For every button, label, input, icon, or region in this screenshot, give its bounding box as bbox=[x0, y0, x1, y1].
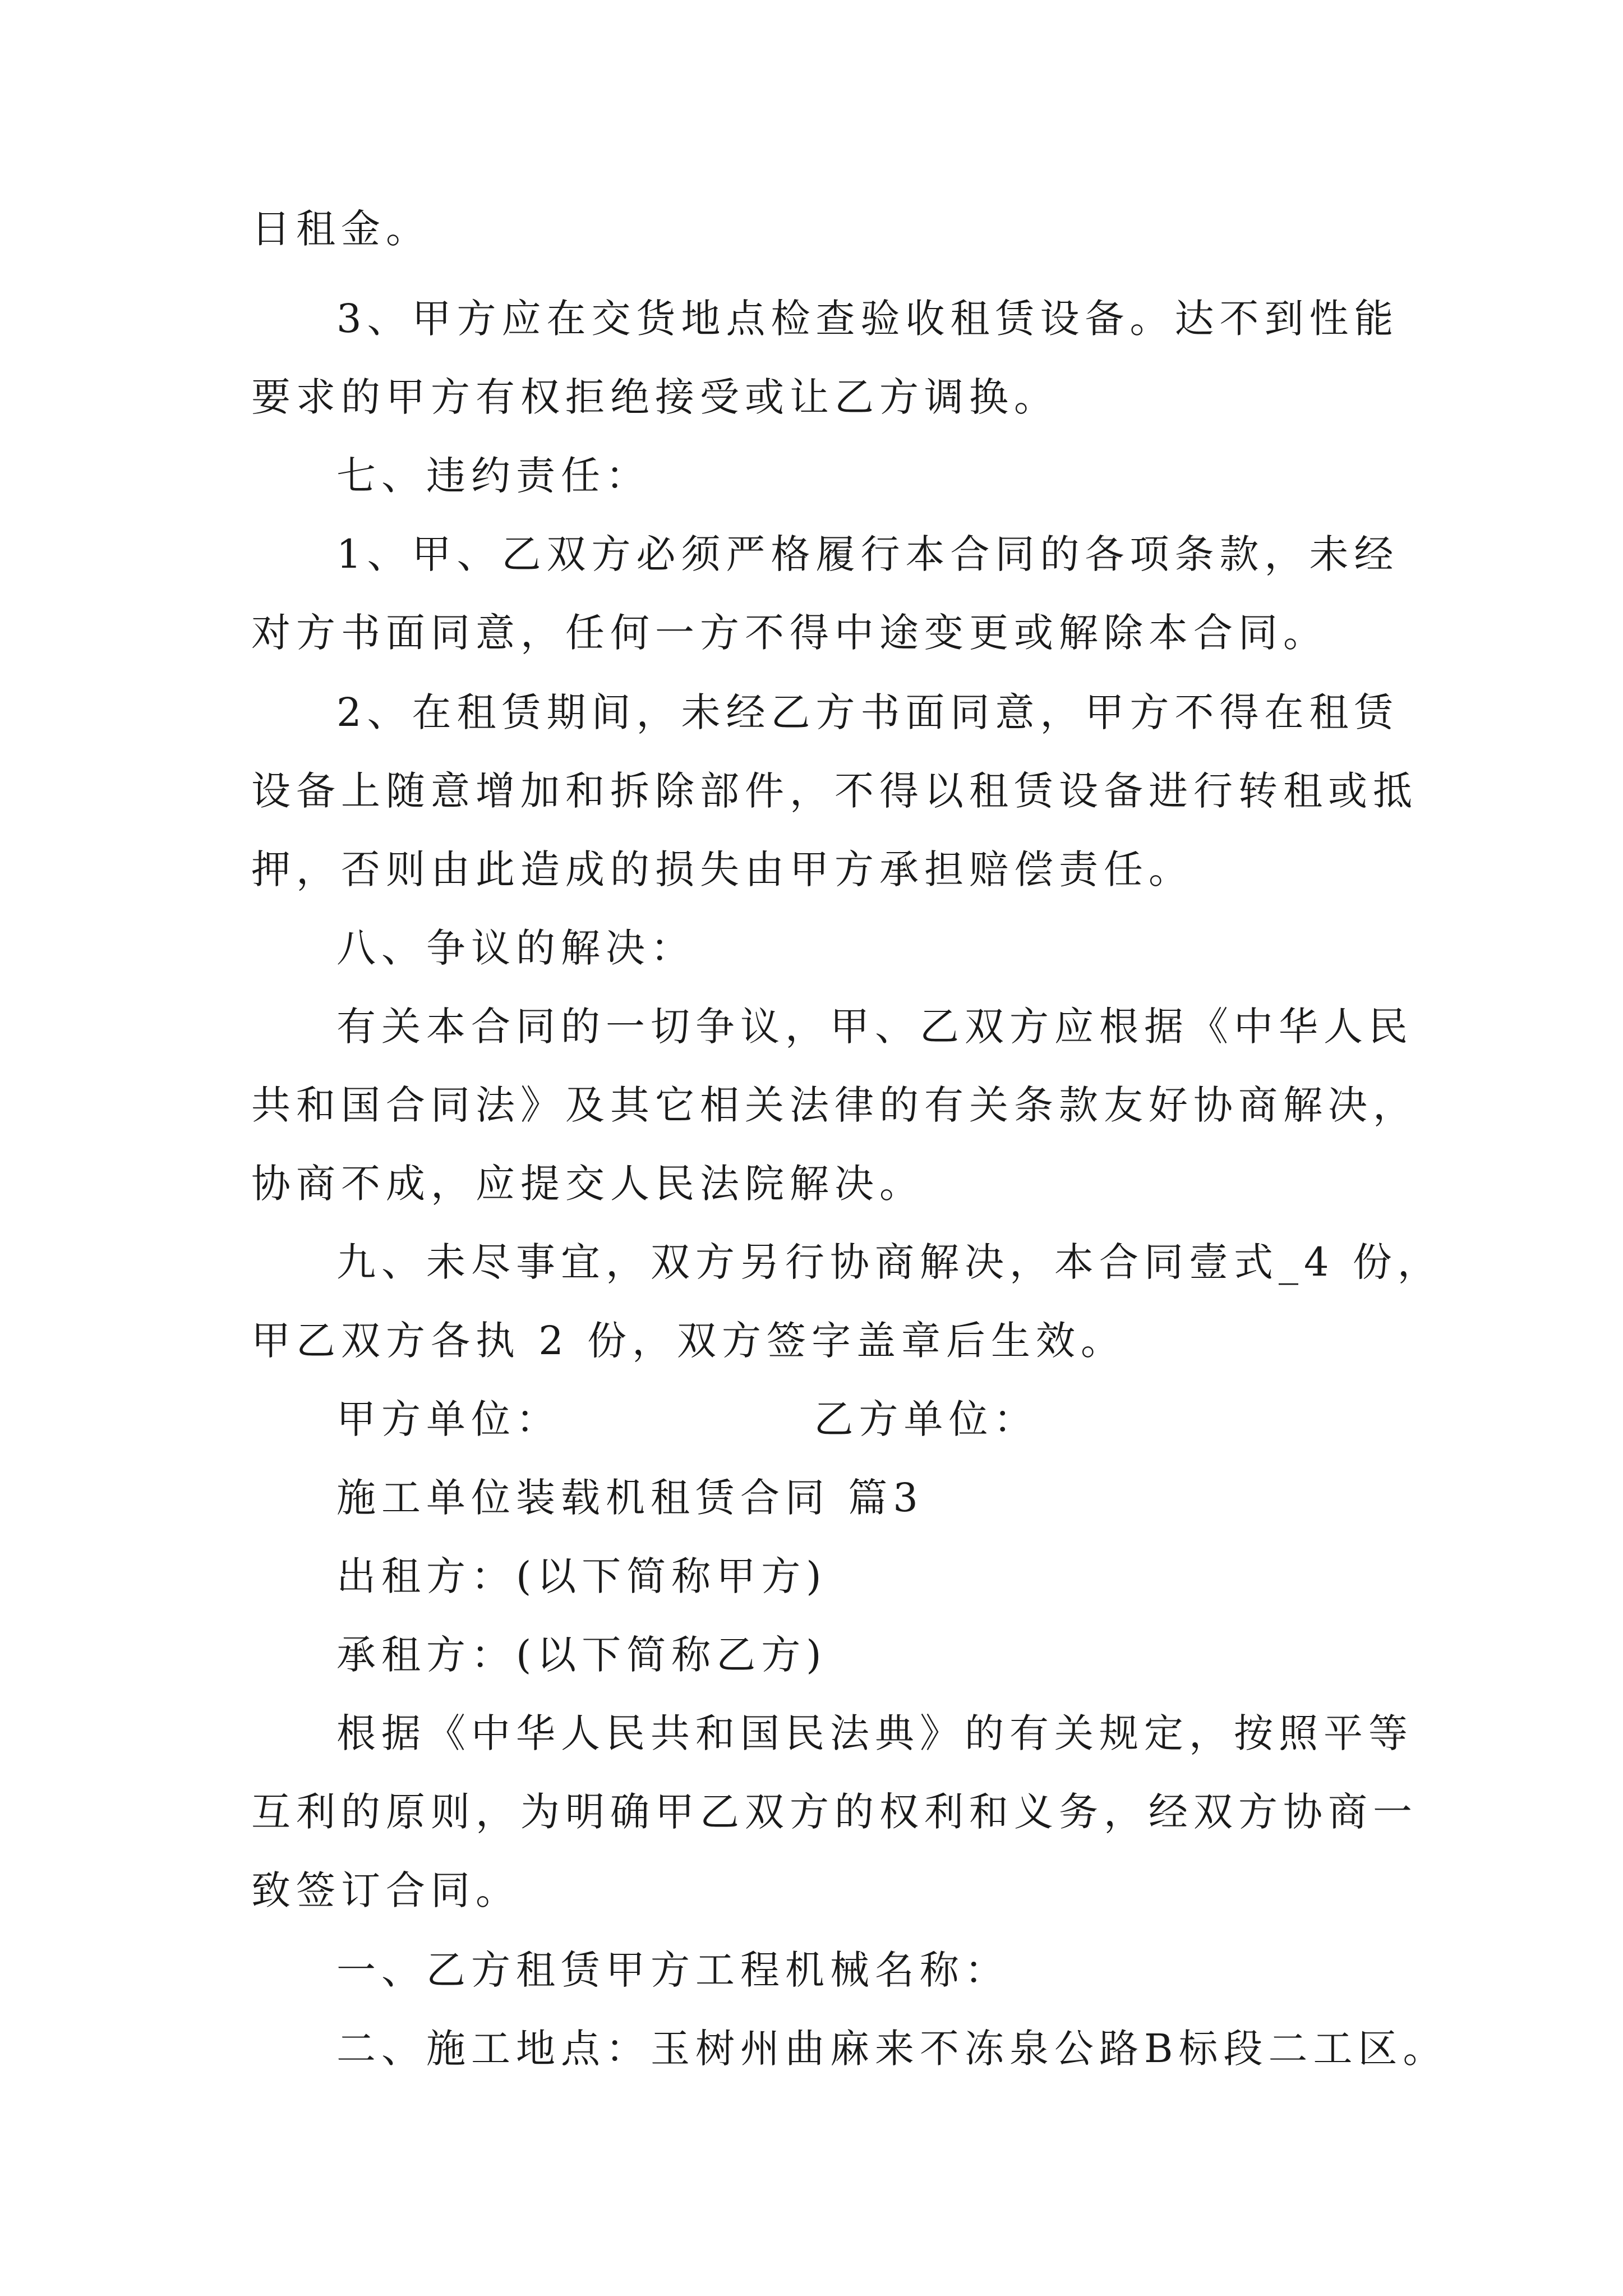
signature-line: 甲方单位： 乙方单位： bbox=[336, 1396, 1039, 1442]
text-line: 设备上随意增加和拆除部件，不得以租赁设备进行转租或抵 bbox=[251, 768, 1418, 814]
text-line: 承租方：(以下简称乙方) bbox=[336, 1632, 827, 1678]
text-line: 押，否则由此造成的损失由甲方承担赔偿责任。 bbox=[251, 846, 1193, 892]
text-line: 要求的甲方有权拒绝接受或让乙方调换。 bbox=[251, 374, 1059, 420]
text-line: 根据《中华人民共和国民法典》的有关规定，按照平等 bbox=[336, 1710, 1413, 1756]
text-line: 1、甲、乙双方必须严格履行本合同的各项条款，未经 bbox=[336, 531, 1399, 577]
section-heading: 一、乙方租赁甲方工程机械名称： bbox=[336, 1947, 1009, 1993]
section-heading: 二、施工地点：玉树州曲麻来不冻泉公路B标段二工区。 bbox=[336, 2026, 1448, 2072]
text-line: 互利的原则，为明确甲乙双方的权利和义务，经双方协商一 bbox=[251, 1789, 1418, 1835]
text-line: 出租方：(以下简称甲方) bbox=[336, 1553, 827, 1599]
text-line: 3、甲方应在交货地点检查验收租赁设备。达不到性能 bbox=[336, 296, 1399, 342]
text-line: 致签订合同。 bbox=[251, 1867, 520, 1913]
section-heading: 七、违约责任： bbox=[336, 453, 651, 499]
text-line: 有关本合同的一切争议，甲、乙双方应根据《中华人民 bbox=[336, 1004, 1413, 1050]
text-line: 2、在租赁期间，未经乙方书面同意，甲方不得在租赁 bbox=[336, 689, 1399, 735]
text-line: 甲乙双方各执 2 份，双方签字盖章后生效。 bbox=[251, 1318, 1126, 1364]
text-line: 对方书面同意，任何一方不得中途变更或解除本合同。 bbox=[251, 610, 1328, 656]
text-line: 协商不成，应提交人民法院解决。 bbox=[251, 1161, 924, 1207]
text-line: 共和国合同法》及其它相关法律的有关条款友好协商解决， bbox=[251, 1082, 1418, 1128]
text-line: 九、未尽事宜，双方另行协商解决，本合同壹式_4 份， bbox=[336, 1239, 1442, 1285]
section-heading: 八、争议的解决： bbox=[336, 925, 695, 971]
section-title: 施工单位装载机租赁合同 篇3 bbox=[336, 1475, 924, 1521]
text-line: 日租金。 bbox=[251, 206, 431, 252]
